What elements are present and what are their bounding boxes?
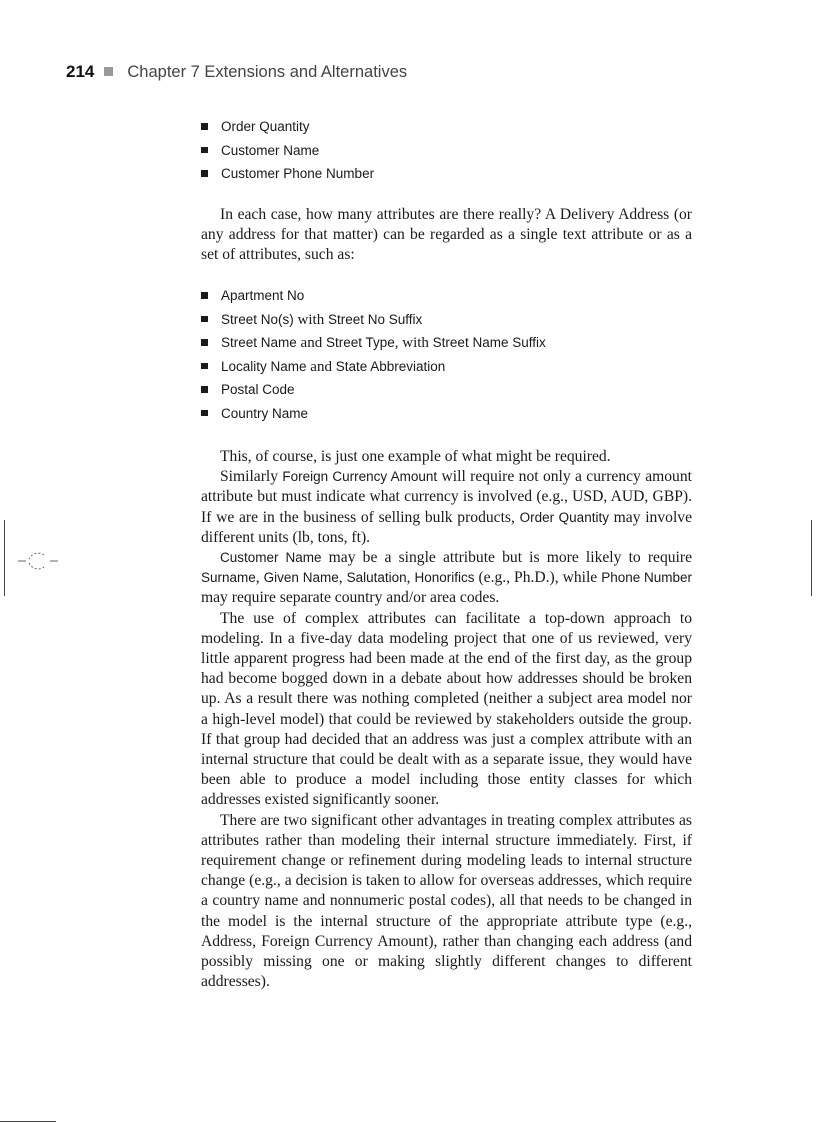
crop-mark	[0, 1121, 56, 1122]
paragraph-intro: In each case, how many attributes are there really? A Delivery Address (or any address for that matter) can be regarded as a single text attribute or as a set of attributes, such as:	[201, 206, 692, 264]
paragraph: Customer Name may be a single attribute but is more likely to require Surname, Given Name, Salutation, Honorifics (e.g., Ph.D.), while Phone Number may require separate country and/or area codes.	[201, 549, 693, 607]
list-item: Postal Code	[201, 378, 692, 402]
paragraph: Similarly Foreign Currency Amount will require not only a currency amount attribute but must indicate what currency is involved (e.g., USD, AUD, GBP). If we are in the business of selling bulk products, Order Quantity may involve different units (lb, tons, ft).	[201, 468, 692, 546]
list-item: Street Name and Street Type, with Street Name Suffix	[201, 331, 692, 355]
bullet-list-address-parts	[201, 284, 692, 425]
list-item: Customer Name	[201, 139, 692, 163]
header-square-icon	[104, 67, 113, 76]
registration-mark-icon	[16, 549, 60, 573]
list-item: Order Quantity	[201, 115, 692, 139]
crop-mark	[811, 520, 812, 596]
crop-mark	[4, 520, 5, 596]
list-item: Street No(s) with Street No Suffix	[201, 308, 692, 332]
chapter-title: Chapter 7 Extensions and Alternatives	[127, 63, 408, 81]
running-header	[66, 62, 407, 82]
body-text	[201, 447, 692, 992]
list-item: Country Name	[201, 402, 692, 426]
page-number: 214	[66, 62, 95, 81]
paragraph: This, of course, is just one example of what might be required.	[220, 448, 611, 465]
list-item: Locality Name and State Abbreviation	[201, 355, 692, 379]
paragraph: There are two significant other advantages in treating complex attributes as attributes rather than modeling their internal structure immediately. First, if requirement change or refinement during modeling leads to internal structure change (e.g., a decision is taken to allow for overseas addresses, which require a country name and nonnumeric postal codes), all that needs to be changed in the model is the internal structure of the appropriate attribute type (e.g., Address, Foreign Currency Amount), rather than changing each address (and possibly missing one or making slightly different changes to different addresses).	[201, 811, 692, 991]
bullet-list-attributes	[201, 115, 692, 186]
list-item: Customer Phone Number	[201, 162, 692, 186]
paragraph: The use of complex attributes can facilitate a top-down approach to modeling. In a five-day data modeling project that one of us reviewed, very little apparent progress had been made at the end of the first day, as the group had become bogged down in a debate about how addresses should be broken up. As a result there was nothing completed (neither a subject area model nor a high-level model) that could be reviewed by stakeholders outside the group. If that group had decided that an address was just a complex attribute with an internal structure that could be dealt with as a separate issue, they would have been able to produce a model including those entity classes for which addresses existed significantly sooner.	[201, 609, 692, 809]
list-item: Apartment No	[201, 284, 692, 308]
